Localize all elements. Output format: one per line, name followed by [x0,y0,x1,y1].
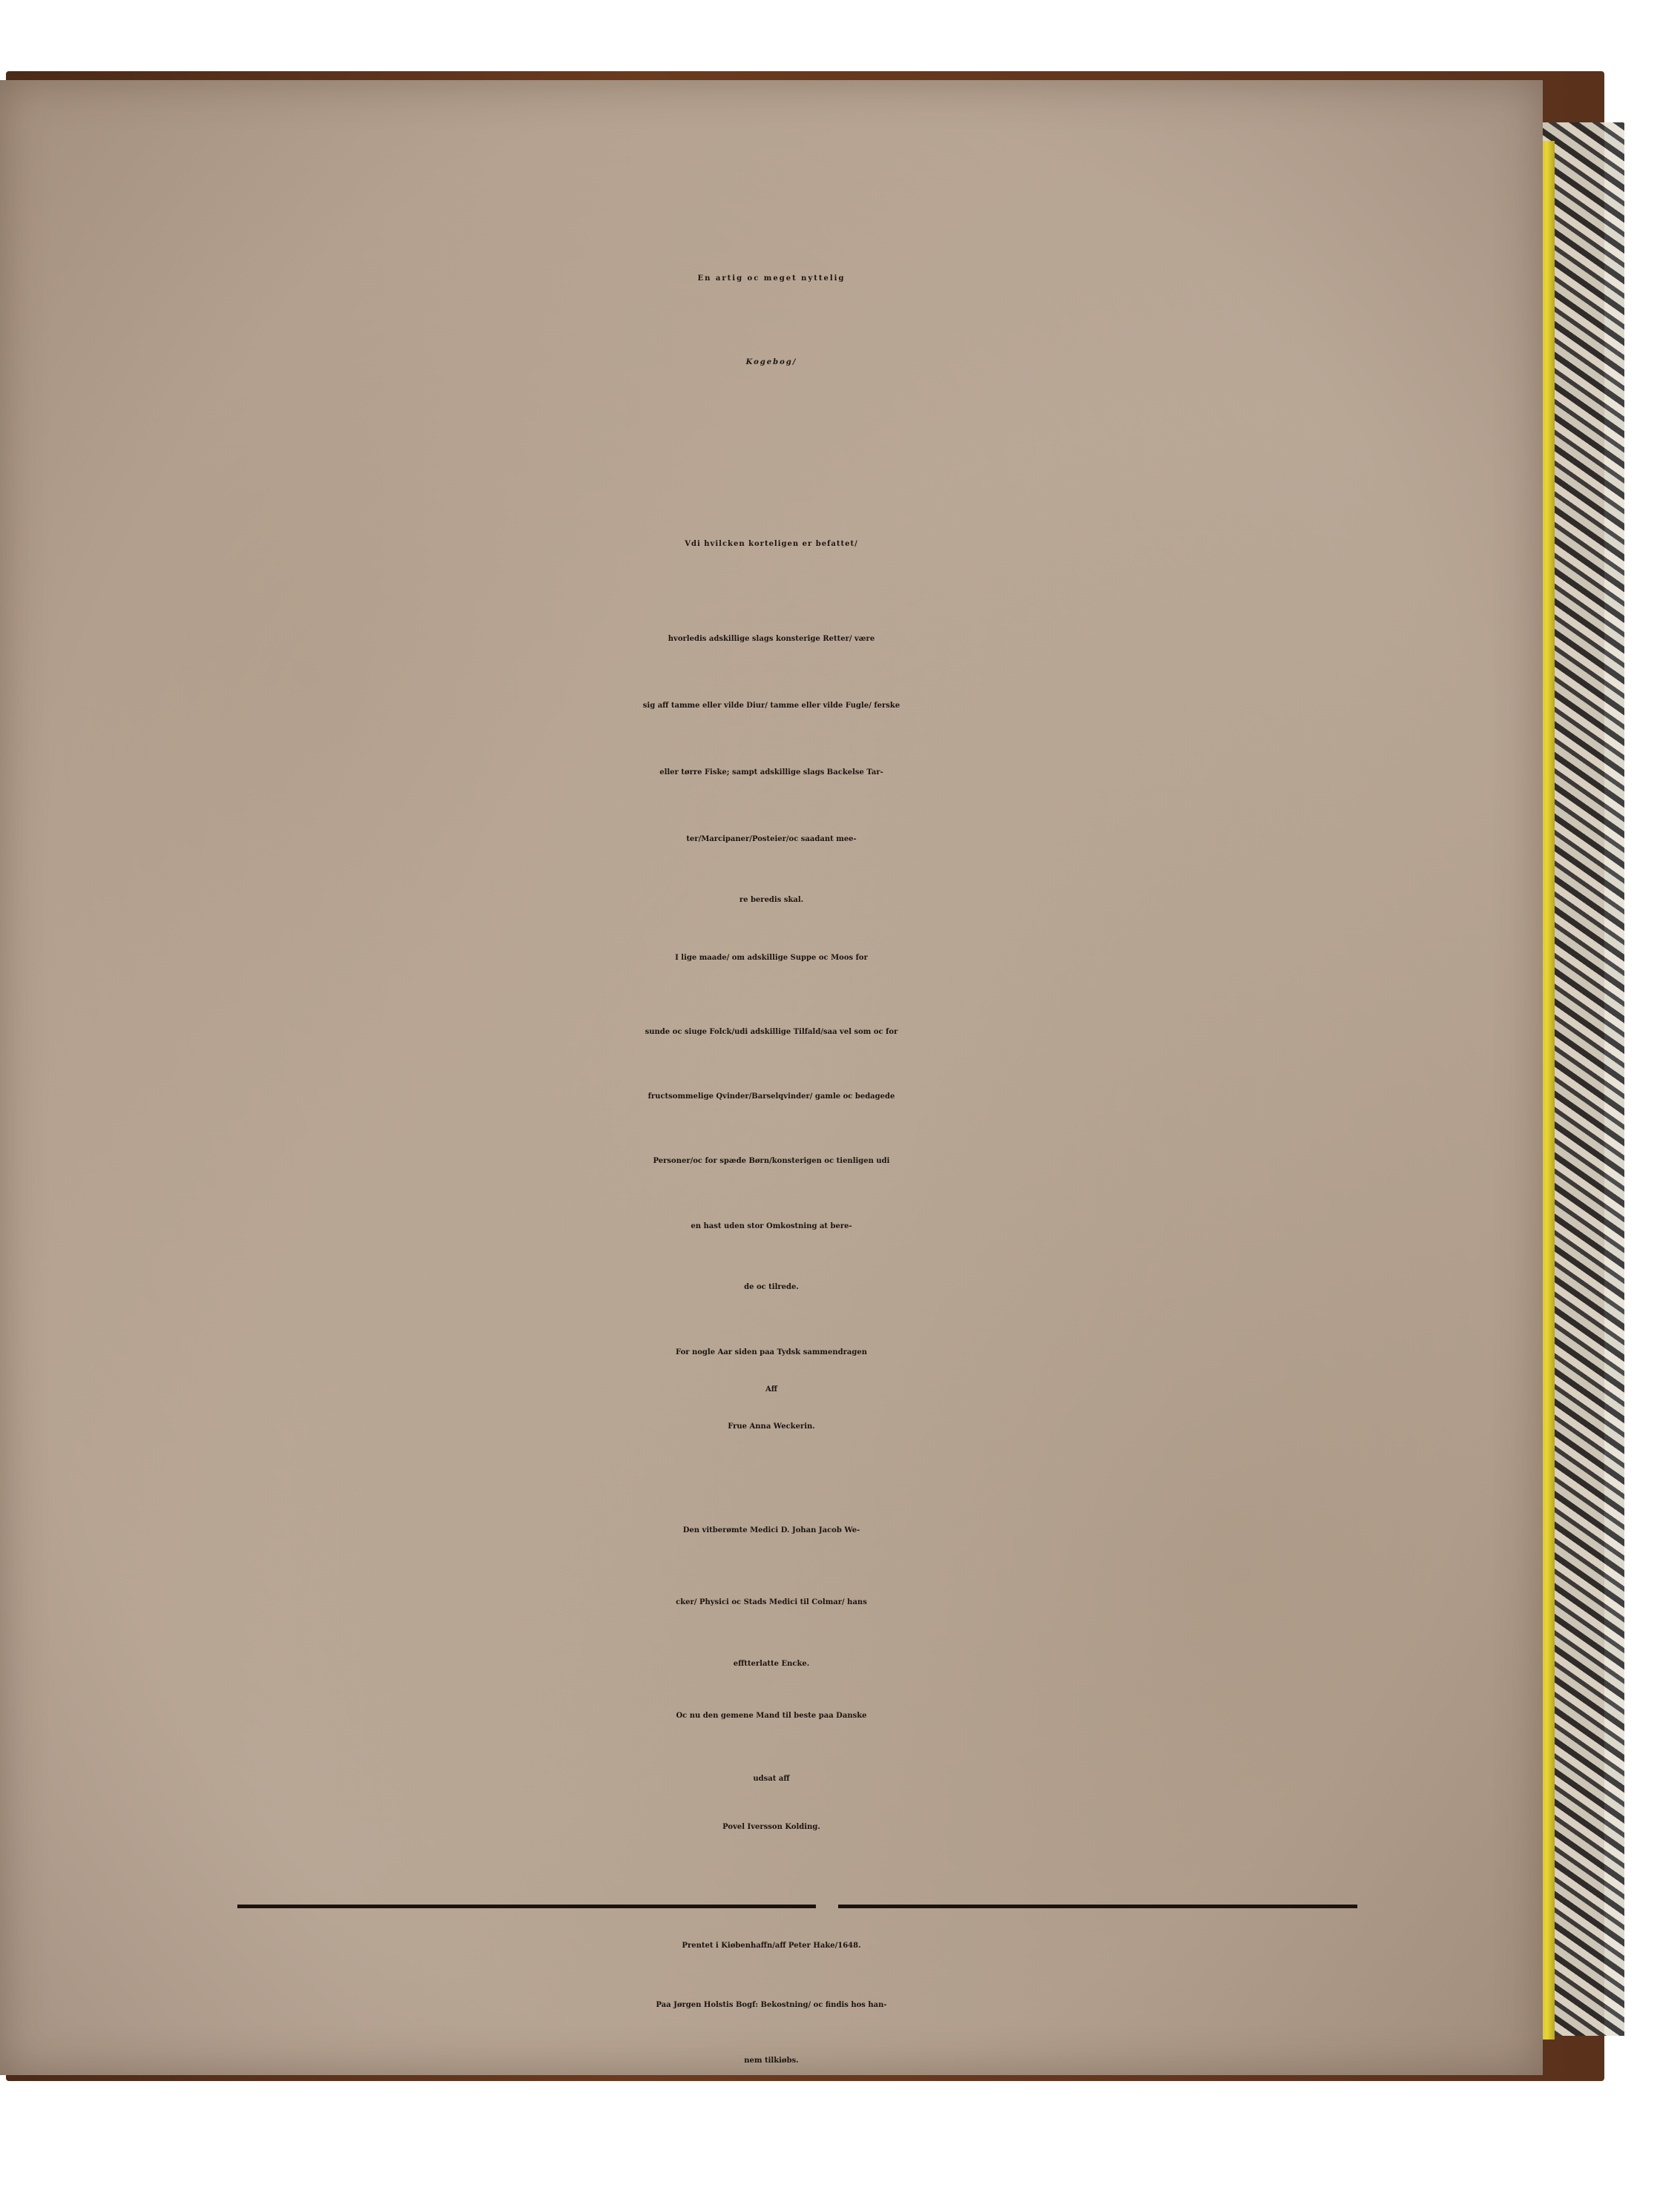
body-line-14: de oc tilrede. [744,1283,799,1291]
body-line-11: fructsommelige Qvinder/Barselqvinder/ gamle oc bedagede [648,1092,895,1101]
divider-rule-right [838,1905,1357,1908]
body-line-13: en hast uden stor Omkostning at bere- [691,1222,852,1230]
body-line-10: sunde oc siuge Folck/udi adskillige Tilfald/saa vel som oc for [645,1028,898,1036]
subtitle-line: Vdi hvilcken korteligen er befattet/ [685,540,858,548]
title-main: Kogebog/ [745,358,797,366]
divider-rule-left [237,1905,816,1908]
translator-name: Povel Iversson Kolding. [722,1823,820,1831]
body-line-22: udsat aff [753,1775,790,1783]
title-line-1: En artig oc meget nyttelig [697,274,846,283]
author-name: Frue Anna Weckerin. [728,1422,815,1431]
body-line-6: eller tørre Fiske; sampt adskillige slags Backelse Tar- [659,768,883,776]
imprint-line-2: Paa Jørgen Holstis Bogf: Bekostning/ oc findis hos han- [656,2001,887,2009]
title-page [0,80,1543,2075]
body-line-8: re beredis skal. [739,896,804,904]
body-line-19: cker/ Physici oc Stads Medici til Colmar/ hans [676,1598,867,1606]
body-line-7: ter/Marcipaner/Posteier/oc saadant mee- [686,835,857,843]
body-line-12: Personer/oc for spæde Børn/konsterigen oc tienligen udi [653,1157,890,1165]
body-line-9: I lige maade/ om adskillige Suppe oc Moos for [675,954,868,962]
imprint-line-1: Prentet i Kiøbenhaffn/aff Peter Hake/1648. [682,1942,861,1950]
body-line-16: Aff [765,1385,777,1394]
body-line-20: efftterlatte Encke. [733,1660,810,1668]
body-line-4: hvorledis adskillige slags konsterige Retter/ være [668,635,875,643]
imprint-line-3: nem tilkiøbs. [744,2057,799,2065]
body-line-18: Den vitberømte Medici D. Johan Jacob We- [682,1526,860,1534]
body-line-21: Oc nu den gemene Mand til beste paa Danske [676,1712,867,1720]
body-line-15: For nogle Aar siden paa Tydsk sammendragen [676,1348,867,1356]
body-line-5: sig aff tamme eller vilde Diur/ tamme eller vilde Fugle/ ferske [642,702,900,710]
